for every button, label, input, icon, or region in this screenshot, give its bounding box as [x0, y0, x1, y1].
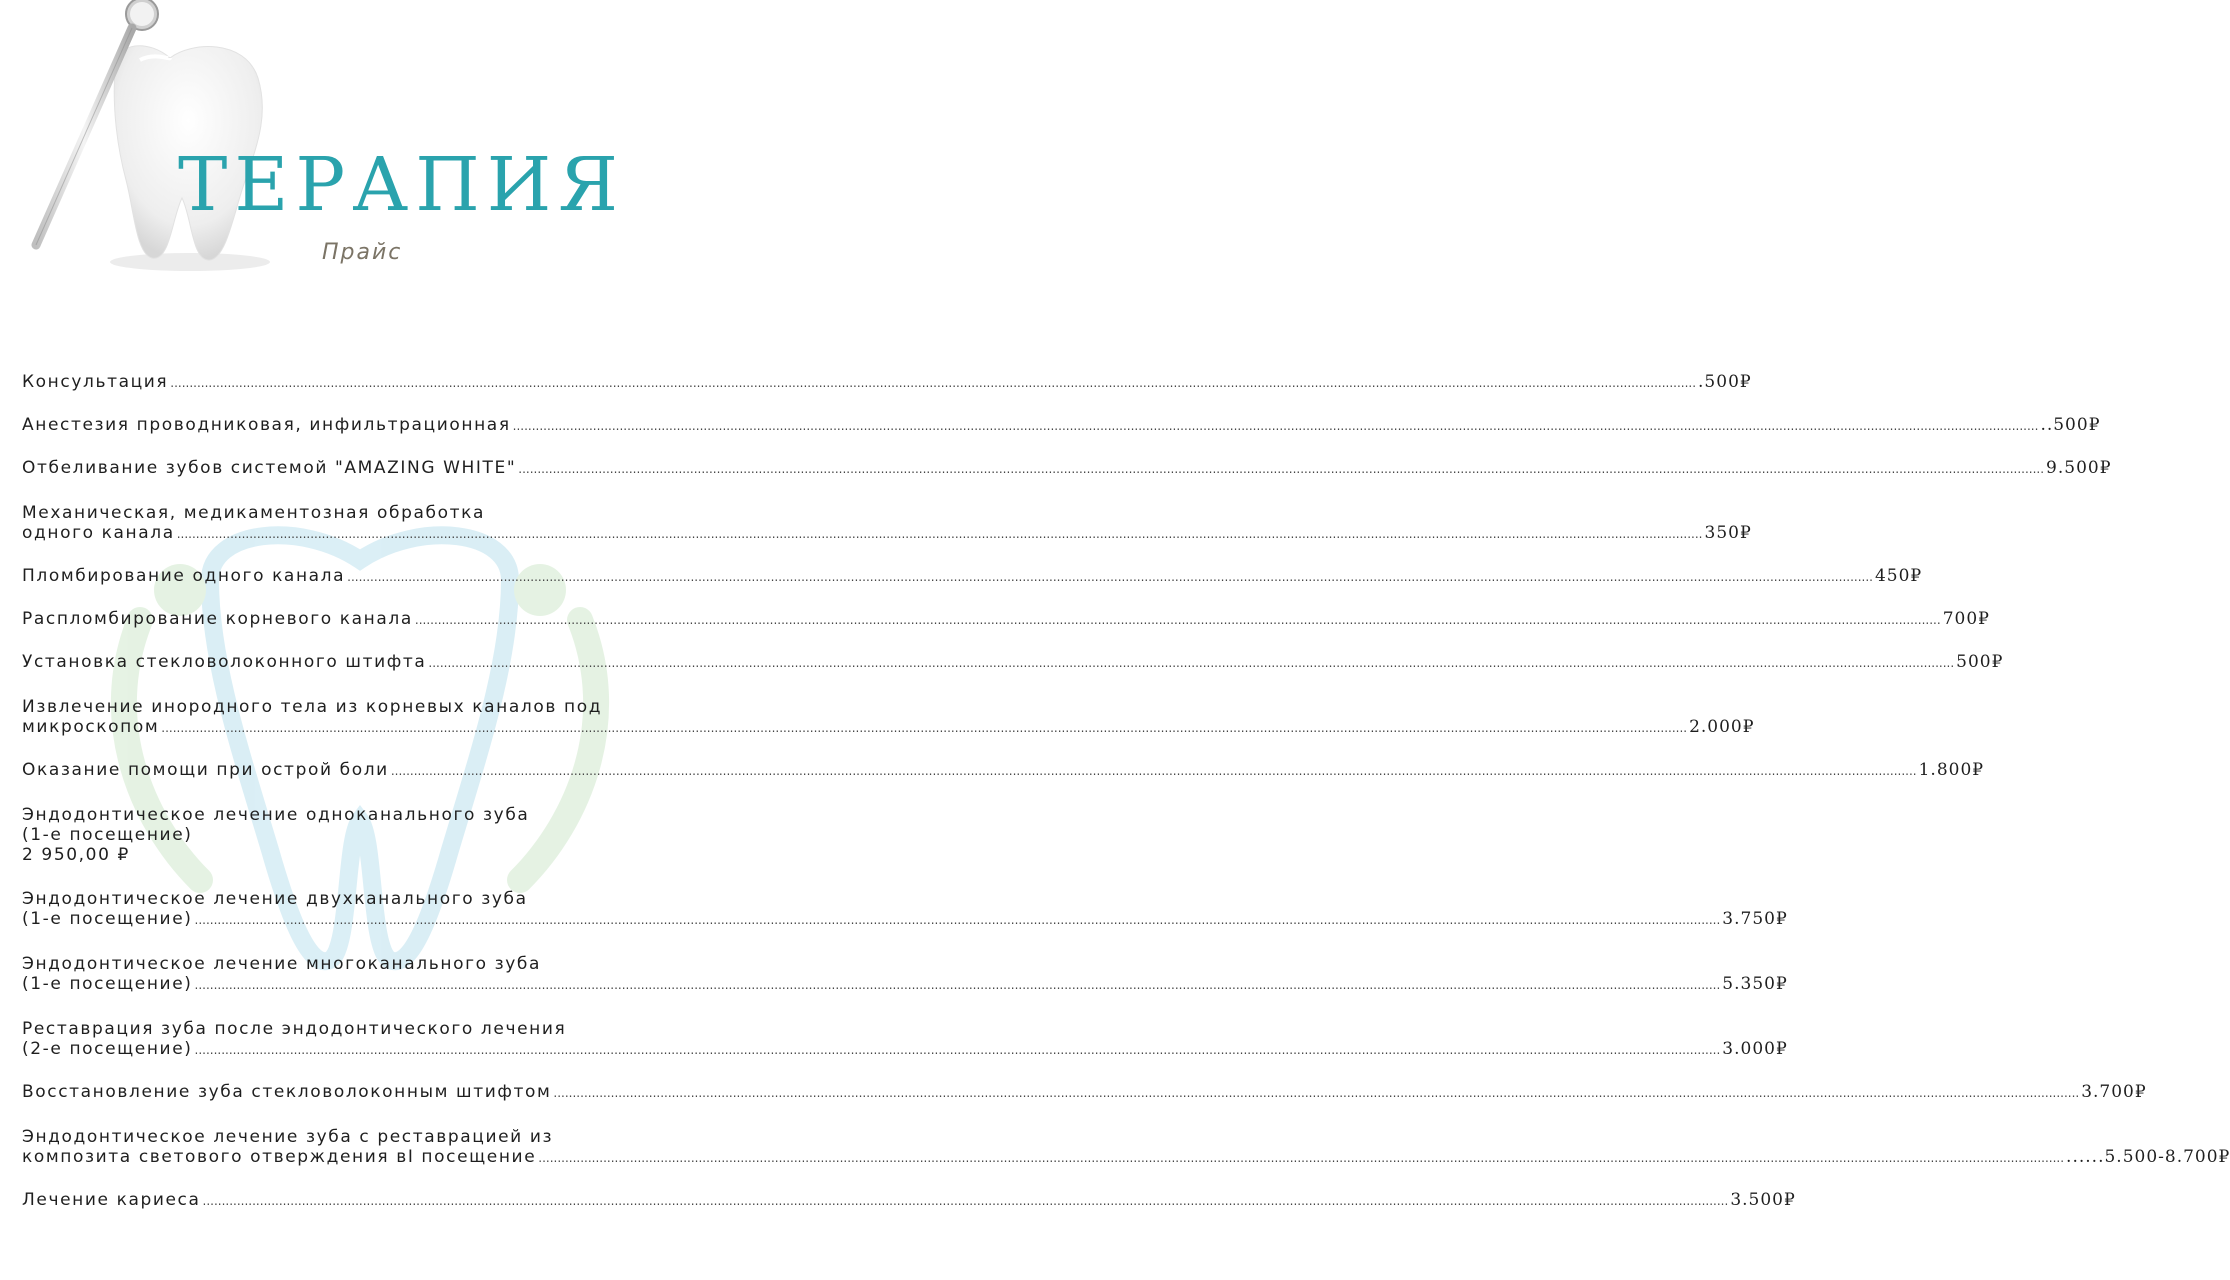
price-item — [22, 1082, 2147, 1103]
page-title: ТЕРАПИЯ — [178, 142, 626, 228]
service-name: Консультация — [22, 372, 169, 392]
service-name: Пломбирование одного канала — [22, 566, 346, 586]
service-price: 1.800₽ — [1918, 760, 1985, 780]
price-item — [22, 954, 1788, 995]
header-hero — [0, 0, 720, 300]
service-name-line: (1-е посещение) — [22, 825, 193, 845]
price-item — [22, 889, 1788, 930]
service-price: 3.500₽ — [1730, 1190, 1796, 1210]
service-price: 700₽ — [1942, 609, 1990, 629]
dot-leader: ................................................................................................................................................................................................................................................................................................................................................................................................................ — [194, 978, 1721, 992]
service-price: 350₽ — [1704, 523, 1752, 543]
price-item — [22, 760, 1985, 781]
service-name: Отбеливание зубов системой "AMAZING WHITE" — [22, 458, 517, 478]
tooth-with-dental-mirror-illustration — [20, 0, 280, 280]
price-item — [22, 609, 1990, 630]
price-list — [22, 372, 2230, 1211]
price-item — [22, 566, 1923, 587]
service-name: (1-е посещение) — [22, 974, 193, 994]
dot-leader: ................................................................................................................................................................................................................................................................................................................................................................................................................ — [170, 376, 1697, 390]
service-name: одного канала — [22, 523, 175, 543]
service-price: .500₽ — [1698, 372, 1752, 392]
price-item — [22, 372, 1752, 393]
price-item — [22, 415, 2101, 436]
dot-leader: ................................................................................................................................................................................................................................................................................................................................................................................................................ — [512, 419, 2039, 433]
dot-leader: ................................................................................................................................................................................................................................................................................................................................................................................................................ — [194, 913, 1721, 927]
price-item — [22, 805, 712, 865]
service-price: 3.000₽ — [1722, 1039, 1788, 1059]
service-name-line: Реставрация зуба после эндодонтического лечения — [22, 1019, 567, 1039]
service-price: ..500₽ — [2040, 415, 2101, 435]
service-price: 450₽ — [1874, 566, 1923, 586]
service-name: Распломбирование корневого канала — [22, 609, 413, 629]
price-item — [22, 458, 2112, 479]
service-name-line: Эндодонтическое лечение двухканального зуба — [22, 889, 528, 909]
price-item — [22, 503, 1752, 544]
service-price: 3.750₽ — [1722, 909, 1788, 929]
dot-leader: ................................................................................................................................................................................................................................................................................................................................................................................................................ — [390, 764, 1917, 778]
service-price: 2.000₽ — [1689, 717, 1755, 737]
service-name: Оказание помощи при острой боли — [22, 760, 389, 780]
price-item — [22, 1190, 1796, 1211]
dot-leader: ................................................................................................................................................................................................................................................................................................................................................................................................................ — [414, 613, 1941, 627]
dot-leader: ................................................................................................................................................................................................................................................................................................................................................................................................................ — [176, 527, 1703, 541]
service-price: 3.700₽ — [2081, 1082, 2147, 1102]
service-name-line: Эндодонтическое лечение зуба с реставрацией из — [22, 1127, 554, 1147]
dot-leader: ................................................................................................................................................................................................................................................................................................................................................................................................................ — [161, 721, 1688, 735]
service-name: Анестезия проводниковая, инфильтрационная — [22, 415, 511, 435]
service-price: ......5.500-8.700₽ — [2066, 1147, 2230, 1167]
dot-leader: ................................................................................................................................................................................................................................................................................................................................................................................................................ — [538, 1151, 2065, 1165]
dot-leader: ................................................................................................................................................................................................................................................................................................................................................................................................................ — [347, 570, 1873, 584]
service-name: Лечение кариеса — [22, 1190, 201, 1210]
service-price: 5.350₽ — [1722, 974, 1788, 994]
service-name: Восстановление зуба стекловолоконным штифтом — [22, 1082, 552, 1102]
dot-leader: ................................................................................................................................................................................................................................................................................................................................................................................................................ — [202, 1194, 1729, 1208]
service-name: микроскопом — [22, 717, 160, 737]
service-name: композита светового отверждения вI посещение — [22, 1147, 537, 1167]
service-name-line: Эндодонтическое лечение многоканального зуба — [22, 954, 542, 974]
dot-leader: ................................................................................................................................................................................................................................................................................................................................................................................................................ — [518, 462, 2045, 476]
price-item — [22, 1127, 2230, 1168]
service-name: 2 950,00 ₽ — [22, 845, 130, 865]
dot-leader: ................................................................................................................................................................................................................................................................................................................................................................................................................ — [428, 656, 1955, 670]
page-subtitle: Прайс — [322, 240, 403, 265]
price-item — [22, 1019, 1788, 1060]
dot-leader: ................................................................................................................................................................................................................................................................................................................................................................................................................ — [553, 1086, 2080, 1100]
service-name-line: Эндодонтическое лечение одноканального зуба — [22, 805, 530, 825]
service-name: (1-е посещение) — [22, 909, 193, 929]
service-name: Установка стекловолоконного штифта — [22, 652, 427, 672]
service-name: (2-е посещение) — [22, 1039, 193, 1059]
service-name-line: Механическая, медикаментозная обработка — [22, 503, 485, 523]
price-item — [22, 652, 2004, 673]
dot-leader: ................................................................................................................................................................................................................................................................................................................................................................................................................ — [194, 1043, 1721, 1057]
price-item — [22, 697, 1755, 738]
service-name-line: Извлечение инородного тела из корневых каналов под — [22, 697, 603, 717]
service-price: 9.500₽ — [2046, 458, 2112, 478]
service-price: 500₽ — [1956, 652, 2004, 672]
